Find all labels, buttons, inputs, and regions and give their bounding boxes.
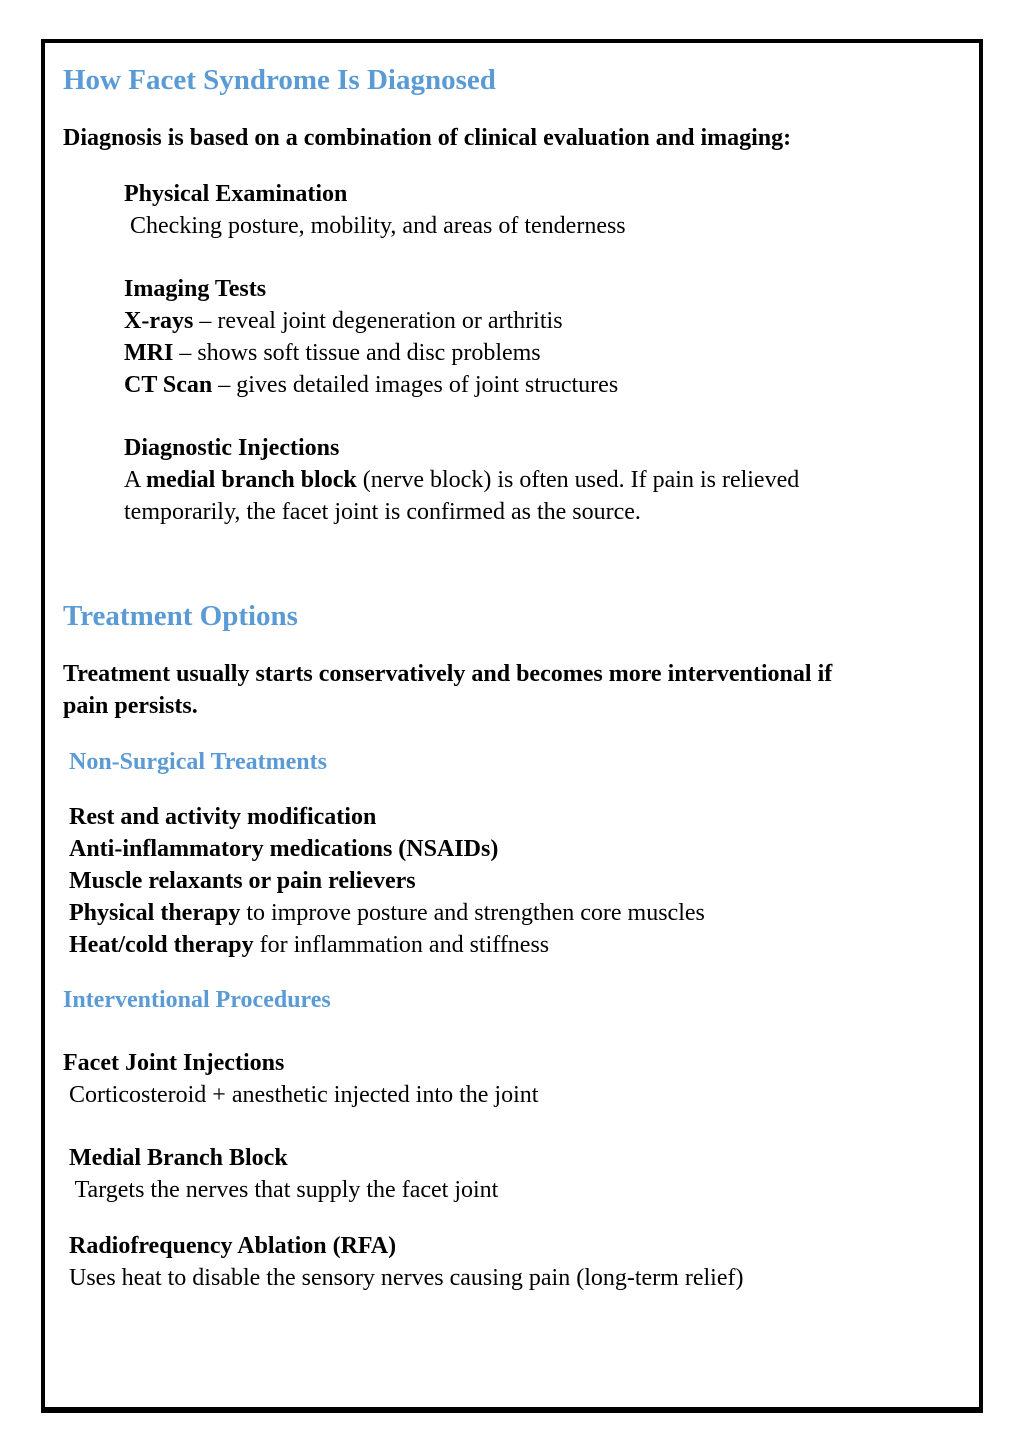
procedure-desc: Targets the nerves that supply the facet joint — [69, 1177, 499, 1203]
treatment-term: Rest and activity modification — [69, 804, 377, 830]
imaging-desc: – reveal joint degeneration or arthritis — [193, 308, 563, 334]
injections-text: (nerve block) is often used. If pain is relieved — [356, 467, 800, 493]
imaging-term: CT Scan — [124, 372, 213, 398]
non-surgical-item — [69, 929, 549, 961]
treatment-intro-line-1: Treatment usually starts conservatively and becomes more interventional if — [63, 661, 833, 687]
non-surgical-item — [69, 865, 416, 897]
injections-line-1 — [124, 464, 799, 496]
procedure-desc: Corticosteroid + anesthetic injected into the joint — [63, 1082, 539, 1108]
diagnosis-intro: Diagnosis is based on a combination of clinical evaluation and imaging: — [63, 125, 792, 151]
document-frame — [41, 39, 983, 1413]
procedure-name: Medial Branch Block — [69, 1145, 288, 1171]
procedure-desc: Uses heat to disable the sensory nerves causing pain (long-term relief) — [69, 1265, 744, 1291]
treatment-term: Muscle relaxants or pain relievers — [69, 868, 416, 894]
non-surgical-heading: Non-Surgical Treatments — [69, 749, 327, 775]
physical-exam-text: Checking posture, mobility, and areas of tenderness — [124, 213, 626, 239]
non-surgical-item — [69, 833, 498, 865]
treatment-term: Anti-inflammatory medications (NSAIDs) — [69, 836, 499, 862]
section-title-treatment: Treatment Options — [63, 600, 298, 632]
procedure-name: Facet Joint Injections — [63, 1050, 285, 1076]
treatment-intro-line-2: pain persists. — [63, 693, 198, 719]
imaging-item — [124, 337, 541, 369]
imaging-term: X-rays — [124, 308, 194, 334]
imaging-heading: Imaging Tests — [124, 276, 267, 302]
injections-text: A — [124, 467, 147, 493]
injections-bold-term: medial branch block — [146, 467, 357, 493]
injections-line-2: temporarily, the facet joint is confirmed as the source. — [124, 499, 641, 525]
imaging-term: MRI — [124, 340, 174, 366]
imaging-desc: – gives detailed images of joint structures — [212, 372, 619, 398]
treatment-desc: for inflammation and stiffness — [253, 932, 550, 958]
treatment-term: Heat/cold therapy — [69, 932, 254, 958]
treatment-term: Physical therapy — [69, 900, 241, 926]
injections-heading: Diagnostic Injections — [124, 435, 340, 461]
non-surgical-item — [69, 801, 376, 833]
imaging-desc: – shows soft tissue and disc problems — [173, 340, 541, 366]
non-surgical-item — [69, 897, 705, 929]
section-title-diagnosis: How Facet Syndrome Is Diagnosed — [63, 64, 496, 96]
physical-exam-heading: Physical Examination — [124, 181, 348, 207]
imaging-item — [124, 305, 563, 337]
imaging-item — [124, 369, 618, 401]
procedure-name: Radiofrequency Ablation (RFA) — [69, 1233, 397, 1259]
interventional-heading: Interventional Procedures — [63, 987, 331, 1013]
treatment-desc: to improve posture and strengthen core muscles — [240, 900, 705, 926]
